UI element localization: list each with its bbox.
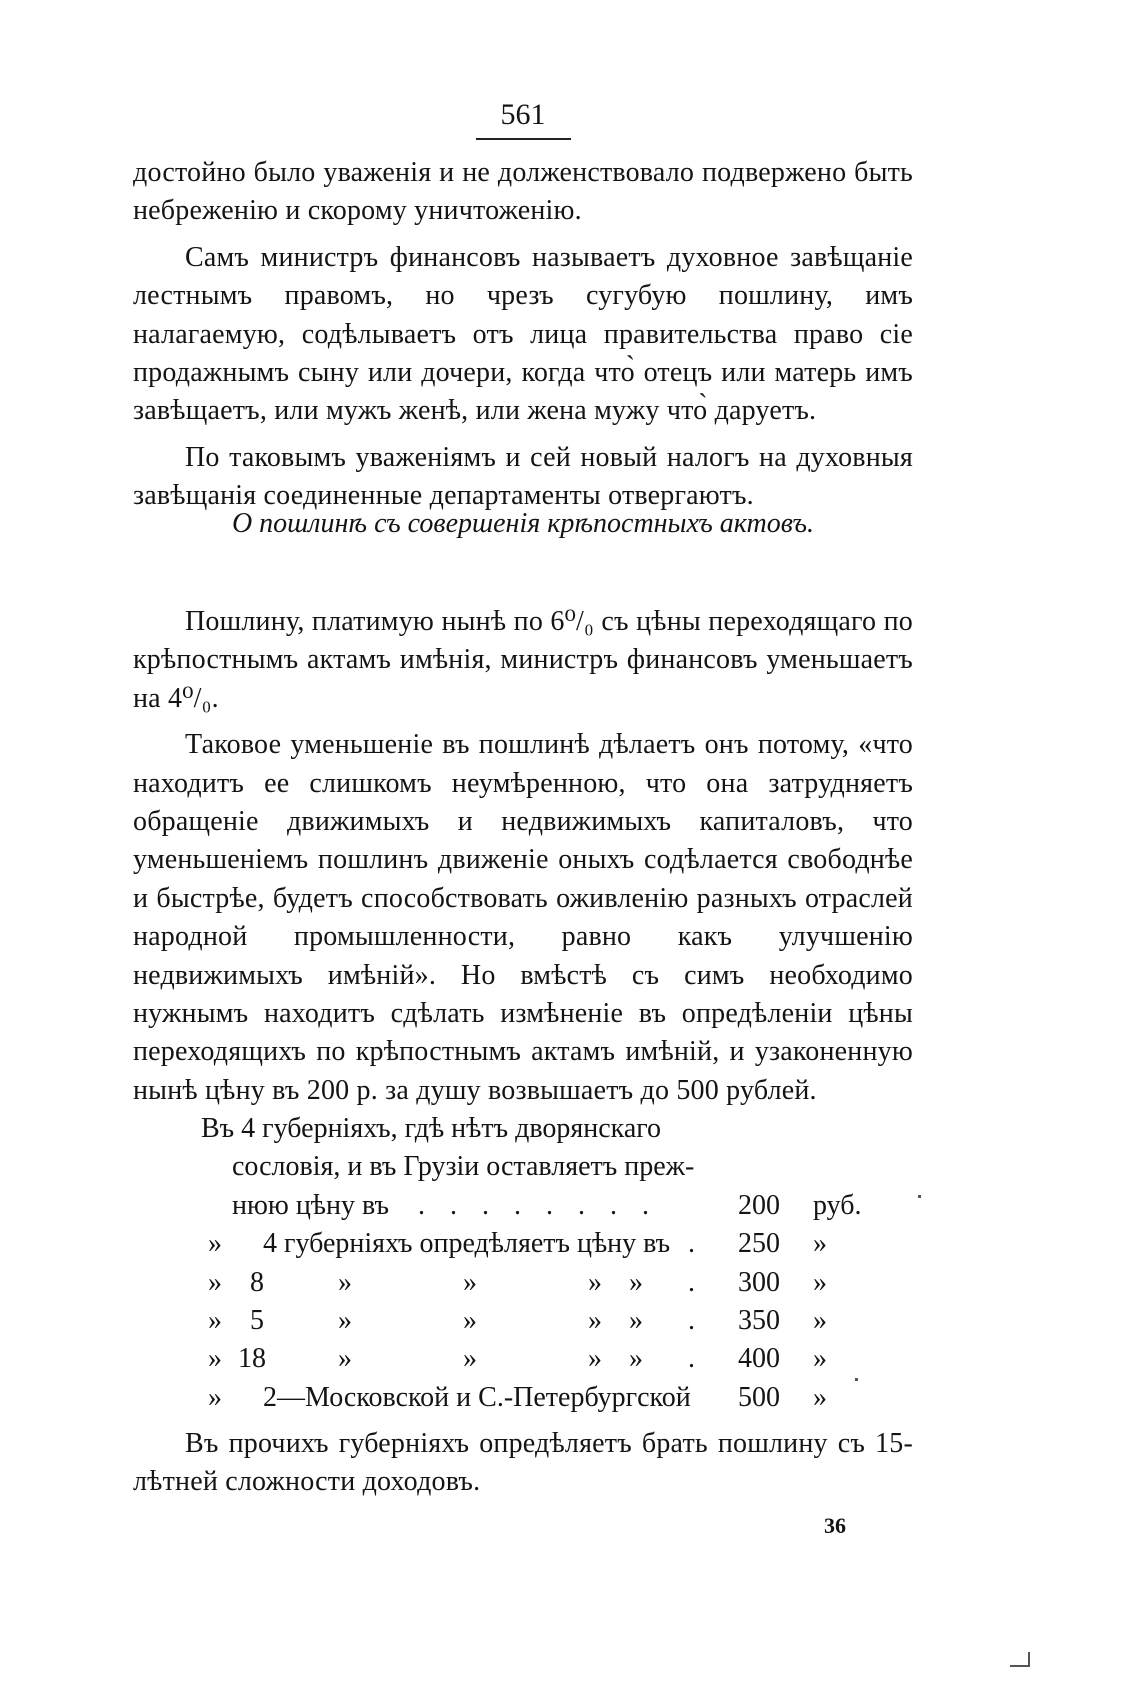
- paragraph-departments-reject: По таковымъ уваженіямъ и сей новый налогъ на духовныя завѣщанія соединенные департаменты отвергаютъ.: [133, 441, 913, 512]
- table-count: 5: [250, 1304, 264, 1336]
- table-row: [133, 1302, 913, 1340]
- scan-speck: [855, 1378, 858, 1381]
- table-row: [133, 1187, 913, 1225]
- text-block-bottom: [133, 1425, 913, 1510]
- table-row: [133, 1225, 913, 1263]
- ditto-mark: »: [208, 1343, 222, 1375]
- paragraph-other-provinces: Въ прочихъ губерніяхъ опредѣляетъ брать пошлину съ 15-лѣтней сложности доходовъ.: [133, 1428, 913, 1498]
- ditto-mark: »: [208, 1266, 222, 1298]
- table-row: [133, 1148, 913, 1186]
- scan-corner-mark: [1010, 1665, 1030, 1667]
- table-amount: 350: [738, 1304, 780, 1336]
- text-block-middle: [133, 603, 913, 1118]
- leader-dot: .: [688, 1266, 695, 1298]
- ditto-mark: »: [208, 1304, 222, 1336]
- table-second-line: сословія, и въ Грузіи оставляетъ преж-: [232, 1151, 695, 1183]
- signature-mark: 36: [824, 1513, 846, 1538]
- table-row-text: 2—Московской и С.-Петербургской: [263, 1381, 691, 1413]
- paragraph-minister-testament: Самъ министръ финансовъ называетъ духовное завѣщаніе лестнымъ правомъ, но чрезъ сугубую пошлину, имъ налагаемую, содѣлываетъ отъ лица правительства право сіе продажнымъ сыну или дочери, когда что̀ отецъ или матерь имъ завѣщаетъ, или мужъ женѣ, или жена мужу что̀ даруетъ.: [133, 241, 913, 427]
- table-third-line: нюю цѣну въ: [232, 1189, 389, 1221]
- ditto-mark: »: [463, 1343, 477, 1375]
- scan-corner-mark: [1028, 1652, 1030, 1667]
- table-amount: 500: [738, 1381, 780, 1413]
- ditto-mark: »: [813, 1343, 827, 1375]
- leader-dot: .: [688, 1343, 695, 1375]
- ditto-mark: »: [463, 1304, 477, 1336]
- ditto-mark: »: [629, 1343, 643, 1375]
- table-unit: руб.: [813, 1189, 862, 1221]
- ditto-mark: »: [588, 1266, 602, 1298]
- ditto-mark: »: [813, 1381, 827, 1413]
- ditto-mark: »: [463, 1266, 477, 1298]
- table-row: [133, 1264, 913, 1302]
- leader-dot: .: [688, 1228, 695, 1260]
- text-block-top: [133, 154, 913, 524]
- paragraph-reasoning: Таковое уменьшеніе въ пошлинѣ дѣлаетъ онъ потому, «что находитъ ее слишкомъ неумѣренною, что она затрудняетъ обращеніе движимыхъ и недвижимыхъ капиталовъ, что уменьшеніемъ пошлинъ движеніе оныхъ содѣлается свободнѣе и быстрѣе, будетъ способствовать оживленію разныхъ отраслей народной промышленности, равно какъ улучшенію недвижимыхъ имѣній». Но вмѣстѣ съ симъ необходимо нужнымъ находитъ сдѣлать измѣненіе въ опредѣленіи цѣны переходящихъ по крѣпостнымъ актамъ имѣній, и узаконенную нынѣ цѣну въ 200 р. за душу возвышаетъ до 500 рублей.: [133, 729, 913, 1106]
- paragraph-continuation: достойно было уваженія и не долженствовало подвержено быть небреженію и скорому уничтоженію.: [133, 157, 913, 227]
- scan-speck: [918, 1195, 921, 1198]
- paragraph-duty-reduction: Пошлину, платимую нынѣ по 6⁰/₀ съ цѣны переходящаго по крѣпостнымъ актамъ имѣнія, министръ финансовъ уменьшаетъ на 4⁰/₀.: [133, 606, 913, 714]
- table-count: 18: [238, 1343, 266, 1375]
- ditto-mark: »: [813, 1304, 827, 1336]
- ditto-mark: »: [813, 1266, 827, 1298]
- ditto-mark: »: [629, 1304, 643, 1336]
- ditto-mark: »: [338, 1266, 352, 1298]
- table-row: [133, 1340, 913, 1378]
- table-row: [133, 1110, 913, 1148]
- leader-dot: .: [688, 1304, 695, 1336]
- ditto-mark: »: [208, 1228, 222, 1260]
- ditto-mark: »: [588, 1304, 602, 1336]
- page-number: 561: [500, 98, 546, 131]
- valuation-table: [133, 1110, 913, 1417]
- ditto-mark: »: [208, 1381, 222, 1413]
- table-amount: 200: [738, 1189, 780, 1221]
- ditto-mark: »: [813, 1228, 827, 1260]
- table-first-line: Въ 4 губерніяхъ, гдѣ нѣтъ дворянскаго: [201, 1113, 662, 1144]
- table-amount: 400: [738, 1343, 780, 1375]
- table-amount: 250: [738, 1228, 780, 1260]
- ditto-mark: »: [629, 1266, 643, 1298]
- table-row-text: 4 губерніяхъ опредѣляетъ цѣну въ: [263, 1228, 671, 1260]
- ditto-mark: »: [338, 1304, 352, 1336]
- section-heading: О пошлинѣ съ совершенія крѣпостныхъ актовъ.: [231, 508, 815, 539]
- table-row: [133, 1379, 913, 1417]
- ditto-mark: »: [588, 1343, 602, 1375]
- page-number-rule: [476, 138, 571, 140]
- table-amount: 300: [738, 1266, 780, 1298]
- ditto-mark: »: [338, 1343, 352, 1375]
- dot-leader: . . . . . . . .: [418, 1189, 658, 1221]
- table-count: 8: [250, 1266, 264, 1298]
